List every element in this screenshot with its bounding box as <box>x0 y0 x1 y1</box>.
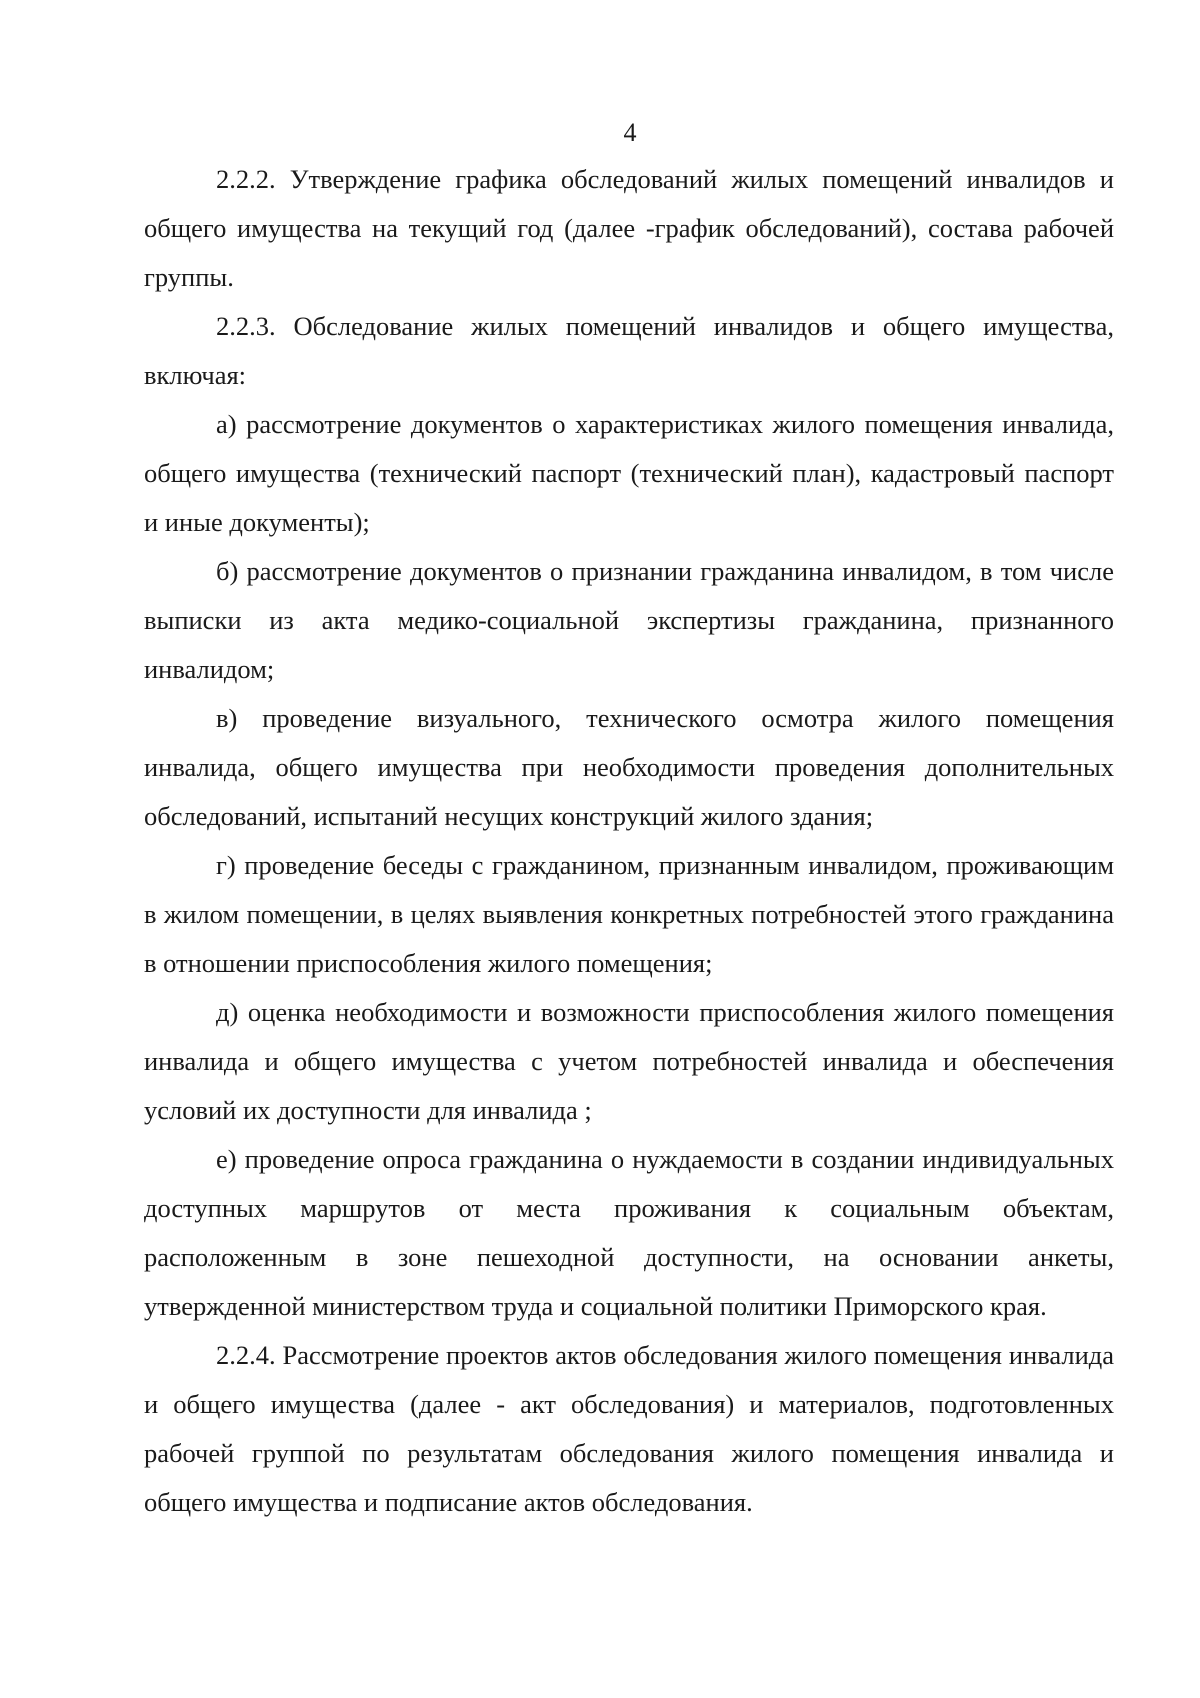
paragraph-item-g: г) проведение беседы с гражданином, признанным инвалидом, проживающим в жилом помещении, в целях выявления конкретных потребностей этого гражданина в отношении приспособления жилого помещения; <box>144 850 1114 978</box>
paragraph-item-e: е) проведение опроса гражданина о нуждаемости в создании индивидуальных доступных маршрутов от места проживания к социальным объектам, расположенным в зоне пешеходной доступности, на основании анкеты, утвержденной министерством труда и социальной политики Приморского края. <box>144 1144 1114 1321</box>
paragraph-item-a: а) рассмотрение документов о характеристиках жилого помещения инвалида, общего имущества (технический паспорт (технический план), кадастровый паспорт и иные документы); <box>144 409 1114 537</box>
paragraph-2-2-3: 2.2.3. Обследование жилых помещений инвалидов и общего имущества, включая: <box>144 311 1114 390</box>
document-body <box>144 155 1114 1527</box>
paragraph-2-2-4: 2.2.4. Рассмотрение проектов актов обследования жилого помещения инвалида и общего имущества (далее - акт обследования) и материалов, подготовленных рабочей группой по результатам обследования жилого помещения инвалида и общего имущества и подписание актов обследования. <box>144 1340 1114 1517</box>
page-number: 4 <box>623 118 637 147</box>
paragraph-item-b: б) рассмотрение документов о признании гражданина инвалидом, в том числе выписки из акта медико-социальной экспертизы гражданина, признанного инвалидом; <box>144 556 1114 684</box>
paragraph-2-2-2: 2.2.2. Утверждение графика обследований жилых помещений инвалидов и общего имущества на текущий год (далее -график обследований), состава рабочей группы. <box>144 164 1114 292</box>
paragraph-item-v: в) проведение визуального, технического осмотра жилого помещения инвалида, общего имущества при необходимости проведения дополнительных обследований, испытаний несущих конструкций жилого здания; <box>144 703 1114 831</box>
paragraph-item-d: д) оценка необходимости и возможности приспособления жилого помещения инвалида и общего имущества с учетом потребностей инвалида и обеспечения условий их доступности для инвалида ; <box>144 997 1114 1125</box>
